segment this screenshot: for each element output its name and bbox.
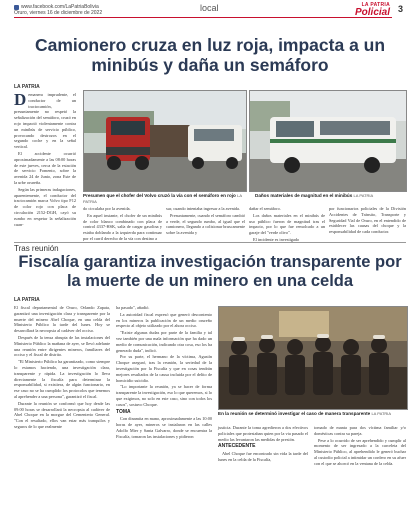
story2-c1-p2: Después de la tensa abrupta de las instalaciones del Ministerio Público la mañana de ayer, se llevó adelante una reunión entre dirigentes mineros, familiares del occiso y el fiscal de distrito.: [14, 334, 110, 358]
header-rule: [14, 17, 392, 18]
story2-c2-p3: "Existe algunas dudas por parte de la familia y tal vez también por una mala información que ha dado un medio de comunicación, indicando otra cosa, eso los ha generado duda", indicó.: [116, 330, 212, 353]
story2-c1-p3: "El Ministerio Público ha garantizado, como siempre lo estamos haciendo, una investigación clara, transparente y rápida. La investigación lo lleva directamente la fiscalía para determinar la responsabilidad, si existiera, de algún funcionario, en ese caso no se ha cumplido los protocolos que tenemos al aprehender a una persona", garantizó el fiscal.: [14, 359, 110, 399]
story1-headline: Camionero cruza en luz roja, impacta a un minibús y daña un semáforo: [34, 35, 386, 75]
brand-bottom: Policial: [354, 7, 390, 18]
antecedente-heading: ANTECEDENTE: [218, 443, 256, 450]
story2-column-3: [218, 425, 308, 523]
story2-c2-p2: La autoridad fiscal expresó que generó descontento en los mineros la publicación de un medio orureño respecto al objeto utilizado por el ahora occiso.: [116, 311, 212, 329]
caption-meeting: [218, 411, 406, 417]
story-divider: [14, 242, 406, 243]
story1-c5-p1: por funcionarios policiales de la División Accidentes de Tránsito, Transporte y Seguridad Vial de Oruro, en el entendido de establecer las causas del choque y la responsabilidad de cada conductor.: [329, 206, 406, 235]
story1-c2-p1: do circulaba por la avenida.: [83, 206, 131, 211]
caption-truck: [83, 193, 245, 205]
toma-heading: TOMA: [116, 408, 131, 415]
story1-c4-p3: El incidente es investigado: [253, 236, 300, 242]
story2-headline: Fiscalía garantiza investigación transparente por la muerte de un minero en una celda: [18, 253, 402, 290]
story2-kicker: Tras reunión: [14, 244, 59, 253]
story2-c1-p1: El fiscal departamental de Oruro, Orlando Zapata, garantizó una investigación clara y transparente por la muerte del minero Abel Choque, en una celda del Ministerio Público la tarde del lunes. Hoy se desarrollará la necropsia al cadáver del occiso.: [14, 305, 110, 334]
caption-truck-credit: LA PATRIA: [83, 193, 242, 204]
caption-minibus-credit: LA PATRIA: [353, 193, 374, 198]
story2-c2-p4: Por su parte, el hermano de la víctima, Agustín Choque aseguró, tras la reunión, la seriedad de la investigación por la Fiscalía y que en cosas tendrán mejores resultados de la causa incluida por el delito de homicidio suicidio.: [116, 354, 212, 383]
page-number: 3: [398, 4, 404, 14]
story2-c2-p1: ha pasado", añadió.: [116, 305, 150, 310]
caption-meeting-credit: LA PATRIA: [371, 411, 392, 416]
story2-source: LA PATRIA: [14, 297, 40, 303]
story2-c4-p2: Pese a lo ocurrido de ser aprehendido y cumplir al momento de ser ingresado a la carceleta del Ministerio Público, al aprehendido le generó buchar al custodio policial a intimidar un cordero en su afuer con el que se ahorcó en la ventana de la celda.: [314, 437, 406, 466]
story2-c2-p5: "Lo importante la reunión, ya se hacer de forma transparente la investigación, eso lo que queremos, si lo que exigimos, no solo en este caso, sino con todos los casos", sostuvo Choque.: [116, 384, 212, 407]
story1-c4-p1: dañar el semáforo.: [249, 206, 281, 211]
story2-column-1: [14, 305, 110, 523]
story2-c1-p4: Durante la reunión se conformó que hoy desde las 09:00 horas se desarrollará la necropsia al cadáver de Abel Choque en la morgue del Cementerio General. "Con el resultado, ellos van estar más tranquilos y seguros de lo que realmente: [14, 400, 110, 429]
caption-minibus: [255, 193, 405, 199]
story1-c1-p1: emanera imprudente, el conductor de un tractocamión, presuntamente no respetó la señalización del semáforo, cruzó en rojo impactó violentamente contra un minibús de servicio público, provocando destrozos en el segundo coche y en la señal vertical.: [14, 92, 76, 150]
photo-truck-collision: [83, 90, 247, 192]
social-link[interactable]: www.facebook.com/LaPatriaBolivia: [21, 3, 99, 10]
story1-c3-p2: Presuntamente, cuando el semáforo cambió a verde, el segundo rumbo, al igual que el camionero, llegando a colisionar bruscamente sobre la avenida y: [166, 212, 245, 236]
story2-c3b-p1: Abel Choque fue encontrado sin vida la tarde del lunes en la celda de la Fiscalía,: [218, 451, 308, 462]
photo-meeting: [218, 306, 408, 410]
story1-source: LA PATRIA: [14, 84, 40, 90]
edition-date: Oruro, viernes 16 de diciembre de 2022: [14, 10, 103, 16]
story2-c4-p1: tomado de manta para dos víctima familiar y/o domésticas contra su pareja.: [314, 425, 406, 436]
story2-c3-p1: justicia. Durante la toma agredieron a dos efectivos policiales que protestaban quien por la via pasado el medio las levantaron las medidas de presión.: [218, 425, 308, 442]
caption-minibus-text: Daños materiales de magnitud en el minibús: [255, 193, 353, 198]
dropcap: D: [14, 90, 27, 109]
brand-logo: [344, 2, 390, 18]
story1-c1-p3: Según las primeras indagaciones, aparentemente, el conductor del tractocamión marca Volvo tipo F12 de color rojo con placa de circulación 2152-DGH, cayó su rumbo en respetar la señalización cuan-: [14, 186, 76, 227]
photo-damaged-minibus: [249, 90, 407, 192]
story2-column-2: [116, 305, 212, 523]
story1-column-5: [329, 206, 406, 240]
page-header: [0, 0, 420, 34]
section-label: local: [200, 3, 219, 13]
story1-c3-p1: sur, cuando intentaba ingresar a la avenida.: [166, 206, 241, 211]
story1-column-4: [249, 206, 325, 240]
caption-meeting-text: En la reunión se determinó investigar el caso de manera transparente: [218, 411, 371, 416]
story2-column-4: [314, 425, 406, 523]
story1-c1-p2: El accidente ocurrió aproximadamente a las 08:00 horas de este jueves, cerca de la estación de servicio Fomento, sobre la avenida 24 de Junio, zona Este de la urbe orureña.: [14, 150, 76, 185]
story2-toma-text: Con dinamita en mano, aproximadamente a las 10:00 horas de ayer, mineros se instalaron en las calles Adolfo Mier y Santa Galvarro, donde se encuentra la Fiscalía, tomaron las instalaciones y pidieron: [116, 416, 212, 439]
story1-column-3: [166, 206, 245, 240]
story1-column-1: [14, 90, 76, 227]
story1-column-2: [83, 206, 162, 240]
caption-truck-text: Presumen que el chofer del Volvo cruzó la vía con el semáforo en rojo: [83, 193, 236, 198]
story1-c4-p2: Los daños materiales en el minibús de uso público fueron de magnitud tras el impacto, por lo que fue remolcado a un garaje del "verde olivo".: [249, 212, 325, 236]
story1-c2-p2: En aquel instante, el chofer de un minibús de color blanco combinado con placa de control 4337-HSK, salía de cargar gasolina y estaba doblando a la izquierda para continuar por el carril derecho de la vía con destino a: [83, 212, 162, 241]
brand-top: LA PATRIA: [361, 2, 390, 8]
